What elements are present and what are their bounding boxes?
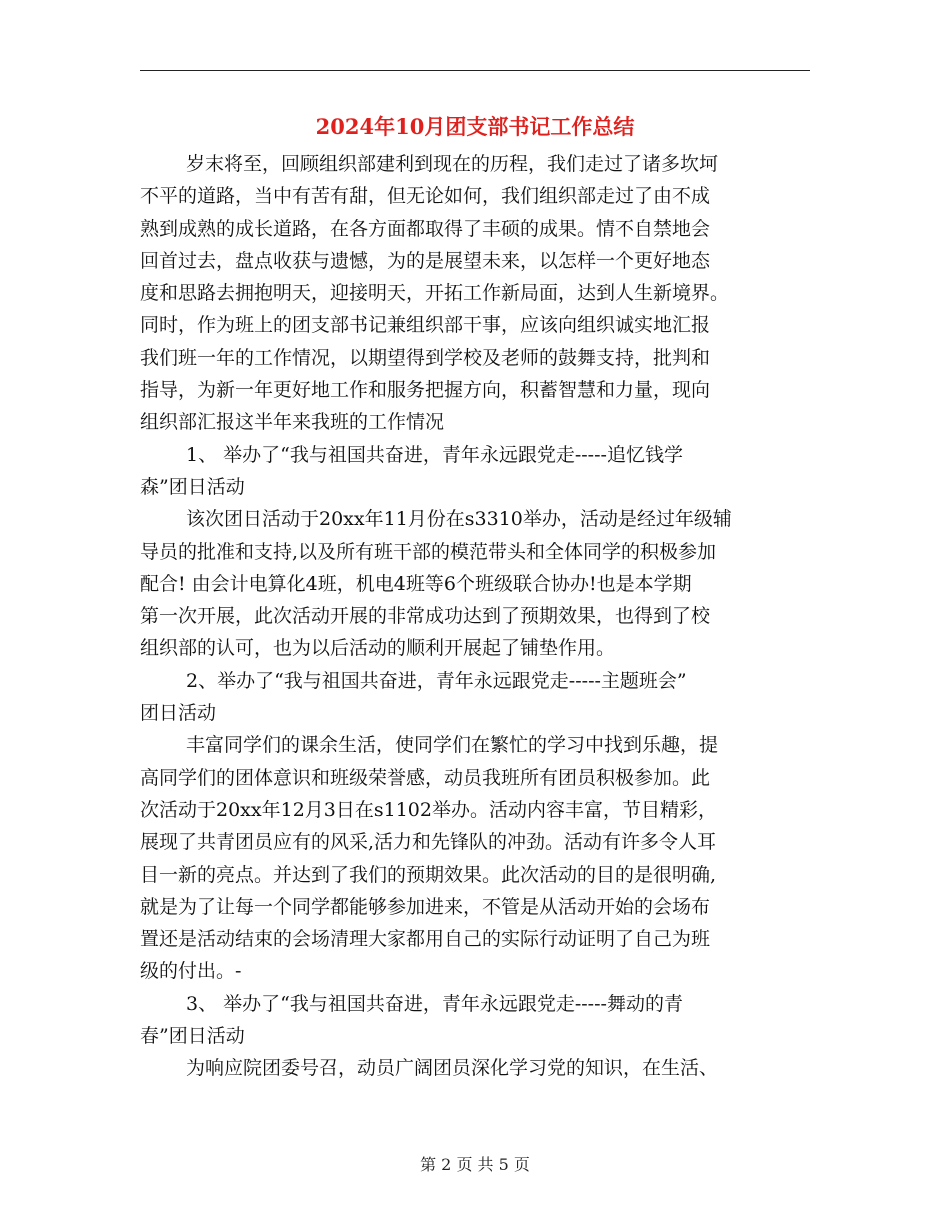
section-heading-2: 2、举办了“我与祖国共奋进，青年永远跟党走-----主题班会”	[186, 669, 687, 692]
section-heading-3-cont: 春”团日活动	[140, 1025, 245, 1048]
body-line: 我们班一年的工作情况，以期望得到学校及老师的鼓舞支持，批判和	[140, 346, 711, 369]
body-line: 目一新的亮点。并达到了我们的预期效果。此次活动的目的是很明确,	[140, 863, 717, 886]
body-line: 不平的道路，当中有苦有甜，但无论如何，我们组织部走过了由不成	[140, 185, 711, 208]
body-line: 同时，作为班上的团支部书记兼组织部干事，应该向组织诚实地汇报	[140, 314, 711, 337]
body-line: 回首过去，盘点收获与遗憾，为的是展望未来，以怎样一个更好地态	[140, 249, 711, 272]
section-heading-1: 1、 举办了“我与祖国共奋进，青年永远跟党走-----追忆钱学	[186, 443, 683, 466]
body-line: 熟到成熟的成长道路，在各方面都取得了丰硕的成果。情不自禁地会	[140, 217, 711, 240]
body-line: 组织部汇报这半年来我班的工作情况	[140, 411, 445, 434]
body-line: 组织部的认可，也为以后活动的顺利开展起了铺垫作用。	[140, 637, 616, 660]
body-line: 第一次开展，此次活动开展的非常成功达到了预期效果，也得到了校	[140, 605, 711, 628]
body-line: 岁末将至，回顾组织部建利到现在的历程，我们走过了诸多坎坷	[186, 153, 719, 175]
body-line: 丰富同学们的课余生活，使同学们在繁忙的学习中找到乐趣，提	[186, 734, 719, 757]
page-number: 第 2 页 共 5 页	[420, 1155, 530, 1174]
body-line: 就是为了让每一个同学都能够参加进来，不管是从活动开始的会场布	[140, 895, 711, 918]
section-heading-1-cont: 森”团日活动	[140, 475, 245, 498]
document-title: 2024年10月团支部书记工作总结	[315, 114, 635, 139]
document-body	[140, 148, 810, 1085]
body-line: 指导，为新一年更好地工作和服务把握方向，积蓄智慧和力量，现向	[140, 379, 711, 402]
body-line: 高同学们的团体意识和班级荣誉感，动员我班所有团员积极参加。此	[140, 766, 711, 789]
body-line: 该次团日活动于20xx年11月份在s3310举办，活动是经过年级辅	[186, 508, 732, 531]
section-heading-2-cont: 团日活动	[140, 702, 217, 725]
body-line: 为响应院团委号召，动员广阔团员深化学习党的知识，在生活、	[186, 1057, 719, 1080]
body-line: 配合! 由会计电算化4班，机电4班等6个班级联合协办!也是本学期	[140, 572, 692, 595]
body-line: 次活动于20xx年12月3日在s1102举办。活动内容丰富，节目精彩，	[140, 798, 717, 821]
body-line: 置还是活动结束的会场清理大家都用自己的实际行动证明了自己为班	[140, 928, 711, 951]
body-line: 导员的批准和支持,以及所有班干部的模范带头和全体同学的积极参加	[140, 540, 717, 563]
body-line: 度和思路去拥抱明天，迎接明天，开拓工作新局面，达到人生新境界。	[140, 282, 730, 305]
section-heading-3: 3、 举办了“我与祖国共奋进，青年永远跟党走-----舞动的青	[186, 992, 683, 1015]
body-line: 级的付出。-	[140, 960, 242, 983]
body-line: 展现了共青团员应有的风采,活力和先锋队的冲劲。活动有许多令人耳	[140, 831, 717, 854]
header-rule	[140, 70, 810, 71]
